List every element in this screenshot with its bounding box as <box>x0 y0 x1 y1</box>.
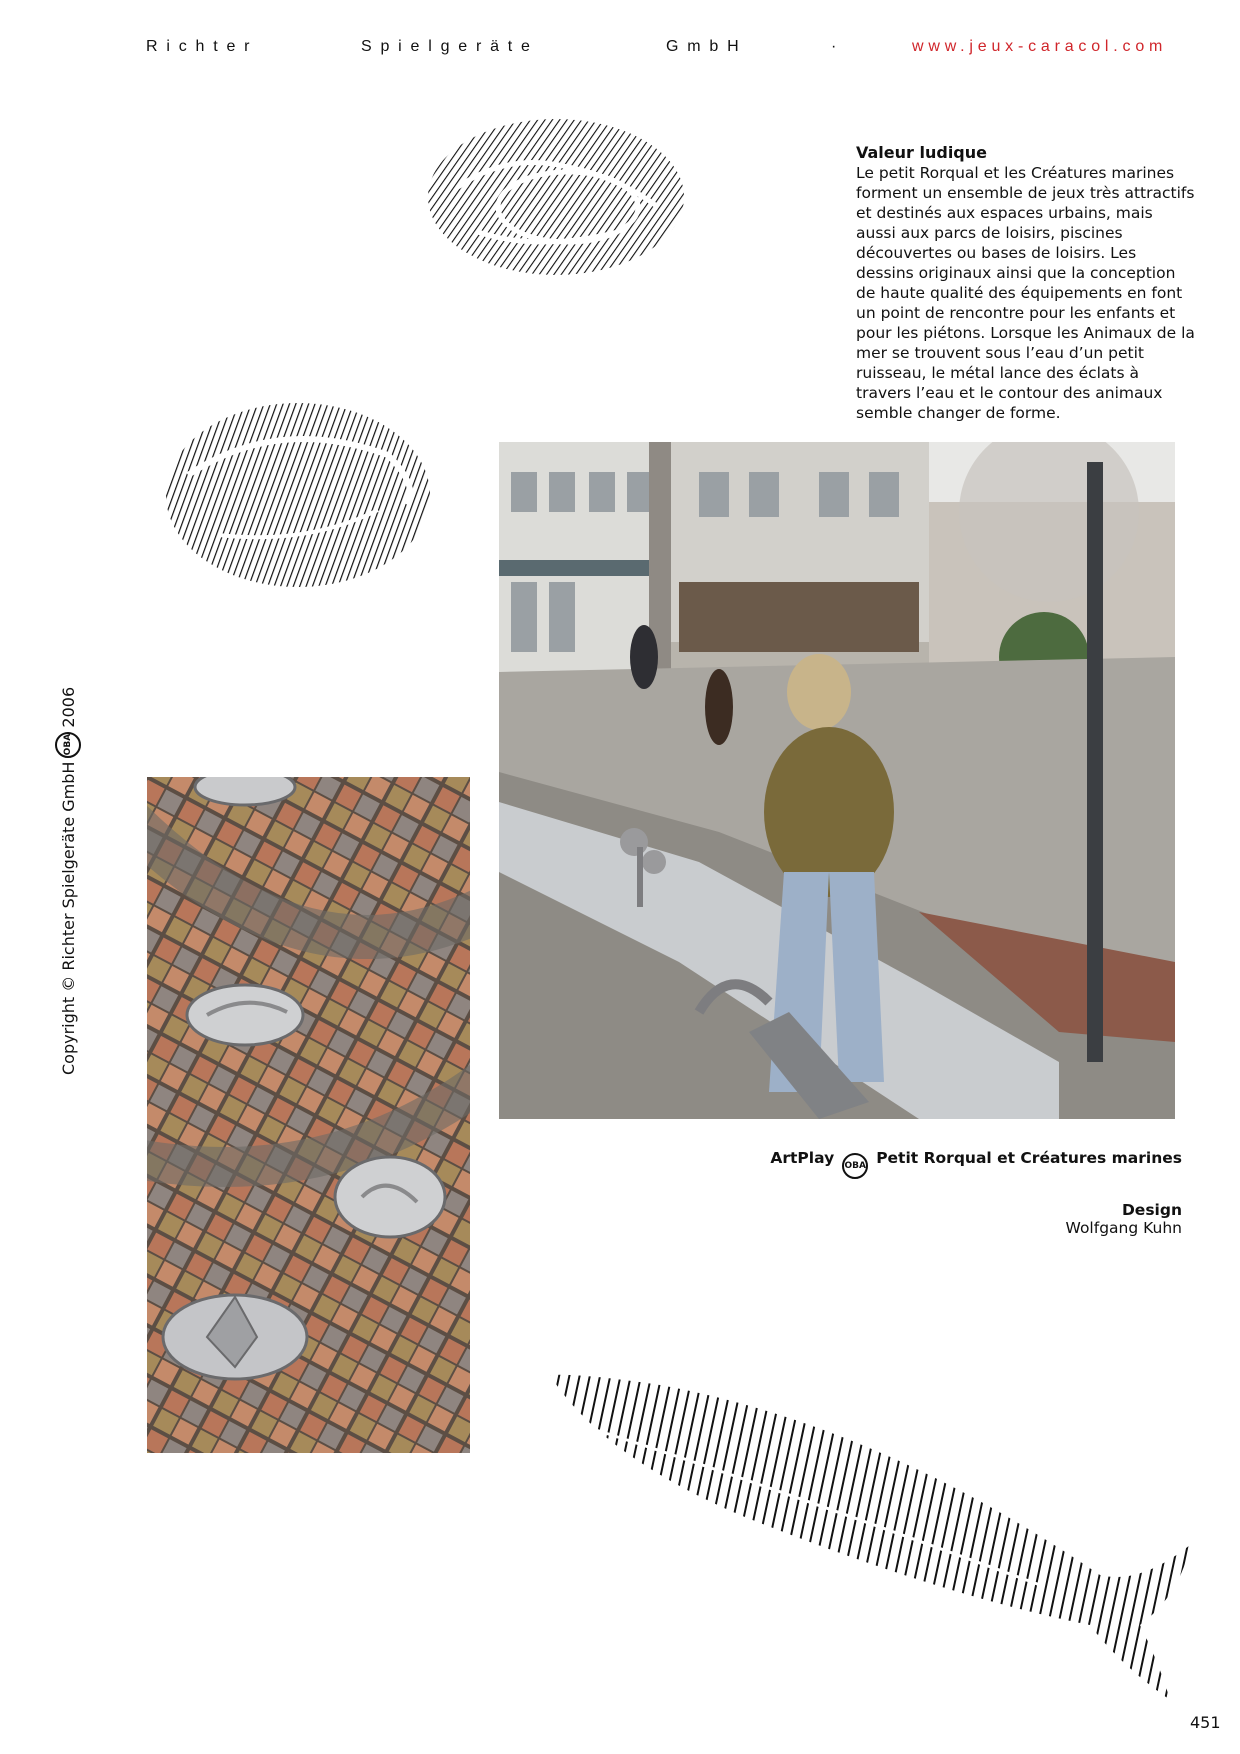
website-url[interactable]: www.jeux-caracol.com <box>912 38 1168 55</box>
description-block <box>856 143 1196 423</box>
copyright-text: Copyright © Richter Spielgeräte GmbH <box>58 761 78 1075</box>
cobblestone-photo <box>147 777 470 1453</box>
copyright-year: 2006 <box>58 686 78 728</box>
design-label: Design <box>1121 1201 1182 1219</box>
description-body: Le petit Rorqual et les Créatures marines forment un ensemble de jeux très attractifs et destinés aux espaces urbains, mais aussi aux parcs de loisirs, piscines découvertes ou bases de loisirs. Les dessins originaux ainsi que la conception de haute qualité des équipements en font un point de rencontre pour les enfants et pour les piétons. Lorsque les Animaux de la mer se trouvent sous l’eau d’un petit ruisseau, le métal lance des éclats à travers l’eau et le contour des animaux semble changer de forme. <box>856 164 1195 422</box>
product-name: Petit Rorqual et Créatures marines <box>876 1149 1182 1167</box>
description-title: Valeur ludique <box>856 143 987 162</box>
oba-logo-icon: OBA <box>55 732 81 758</box>
header-separator: · <box>831 38 846 55</box>
sea-creature-sketch-middle <box>158 395 438 595</box>
main-photo <box>499 442 1175 1119</box>
sea-creature-sketch-top <box>418 112 693 282</box>
page-header <box>146 38 1186 62</box>
oba-logo-icon: OBA <box>842 1153 868 1179</box>
whale-sketch-bottom <box>540 1365 1200 1705</box>
designer-name: Wolfgang Kuhn <box>1065 1219 1182 1237</box>
brand-name: ArtPlay <box>770 1149 835 1167</box>
company-name-word-1: Richter <box>146 38 259 55</box>
product-caption <box>700 1149 1182 1237</box>
company-name-word-2: Spielgeräte <box>361 38 539 55</box>
company-name-word-3: GmbH <box>666 38 748 55</box>
copyright-notice <box>55 687 81 1075</box>
page-number: 451 <box>1190 1713 1221 1732</box>
